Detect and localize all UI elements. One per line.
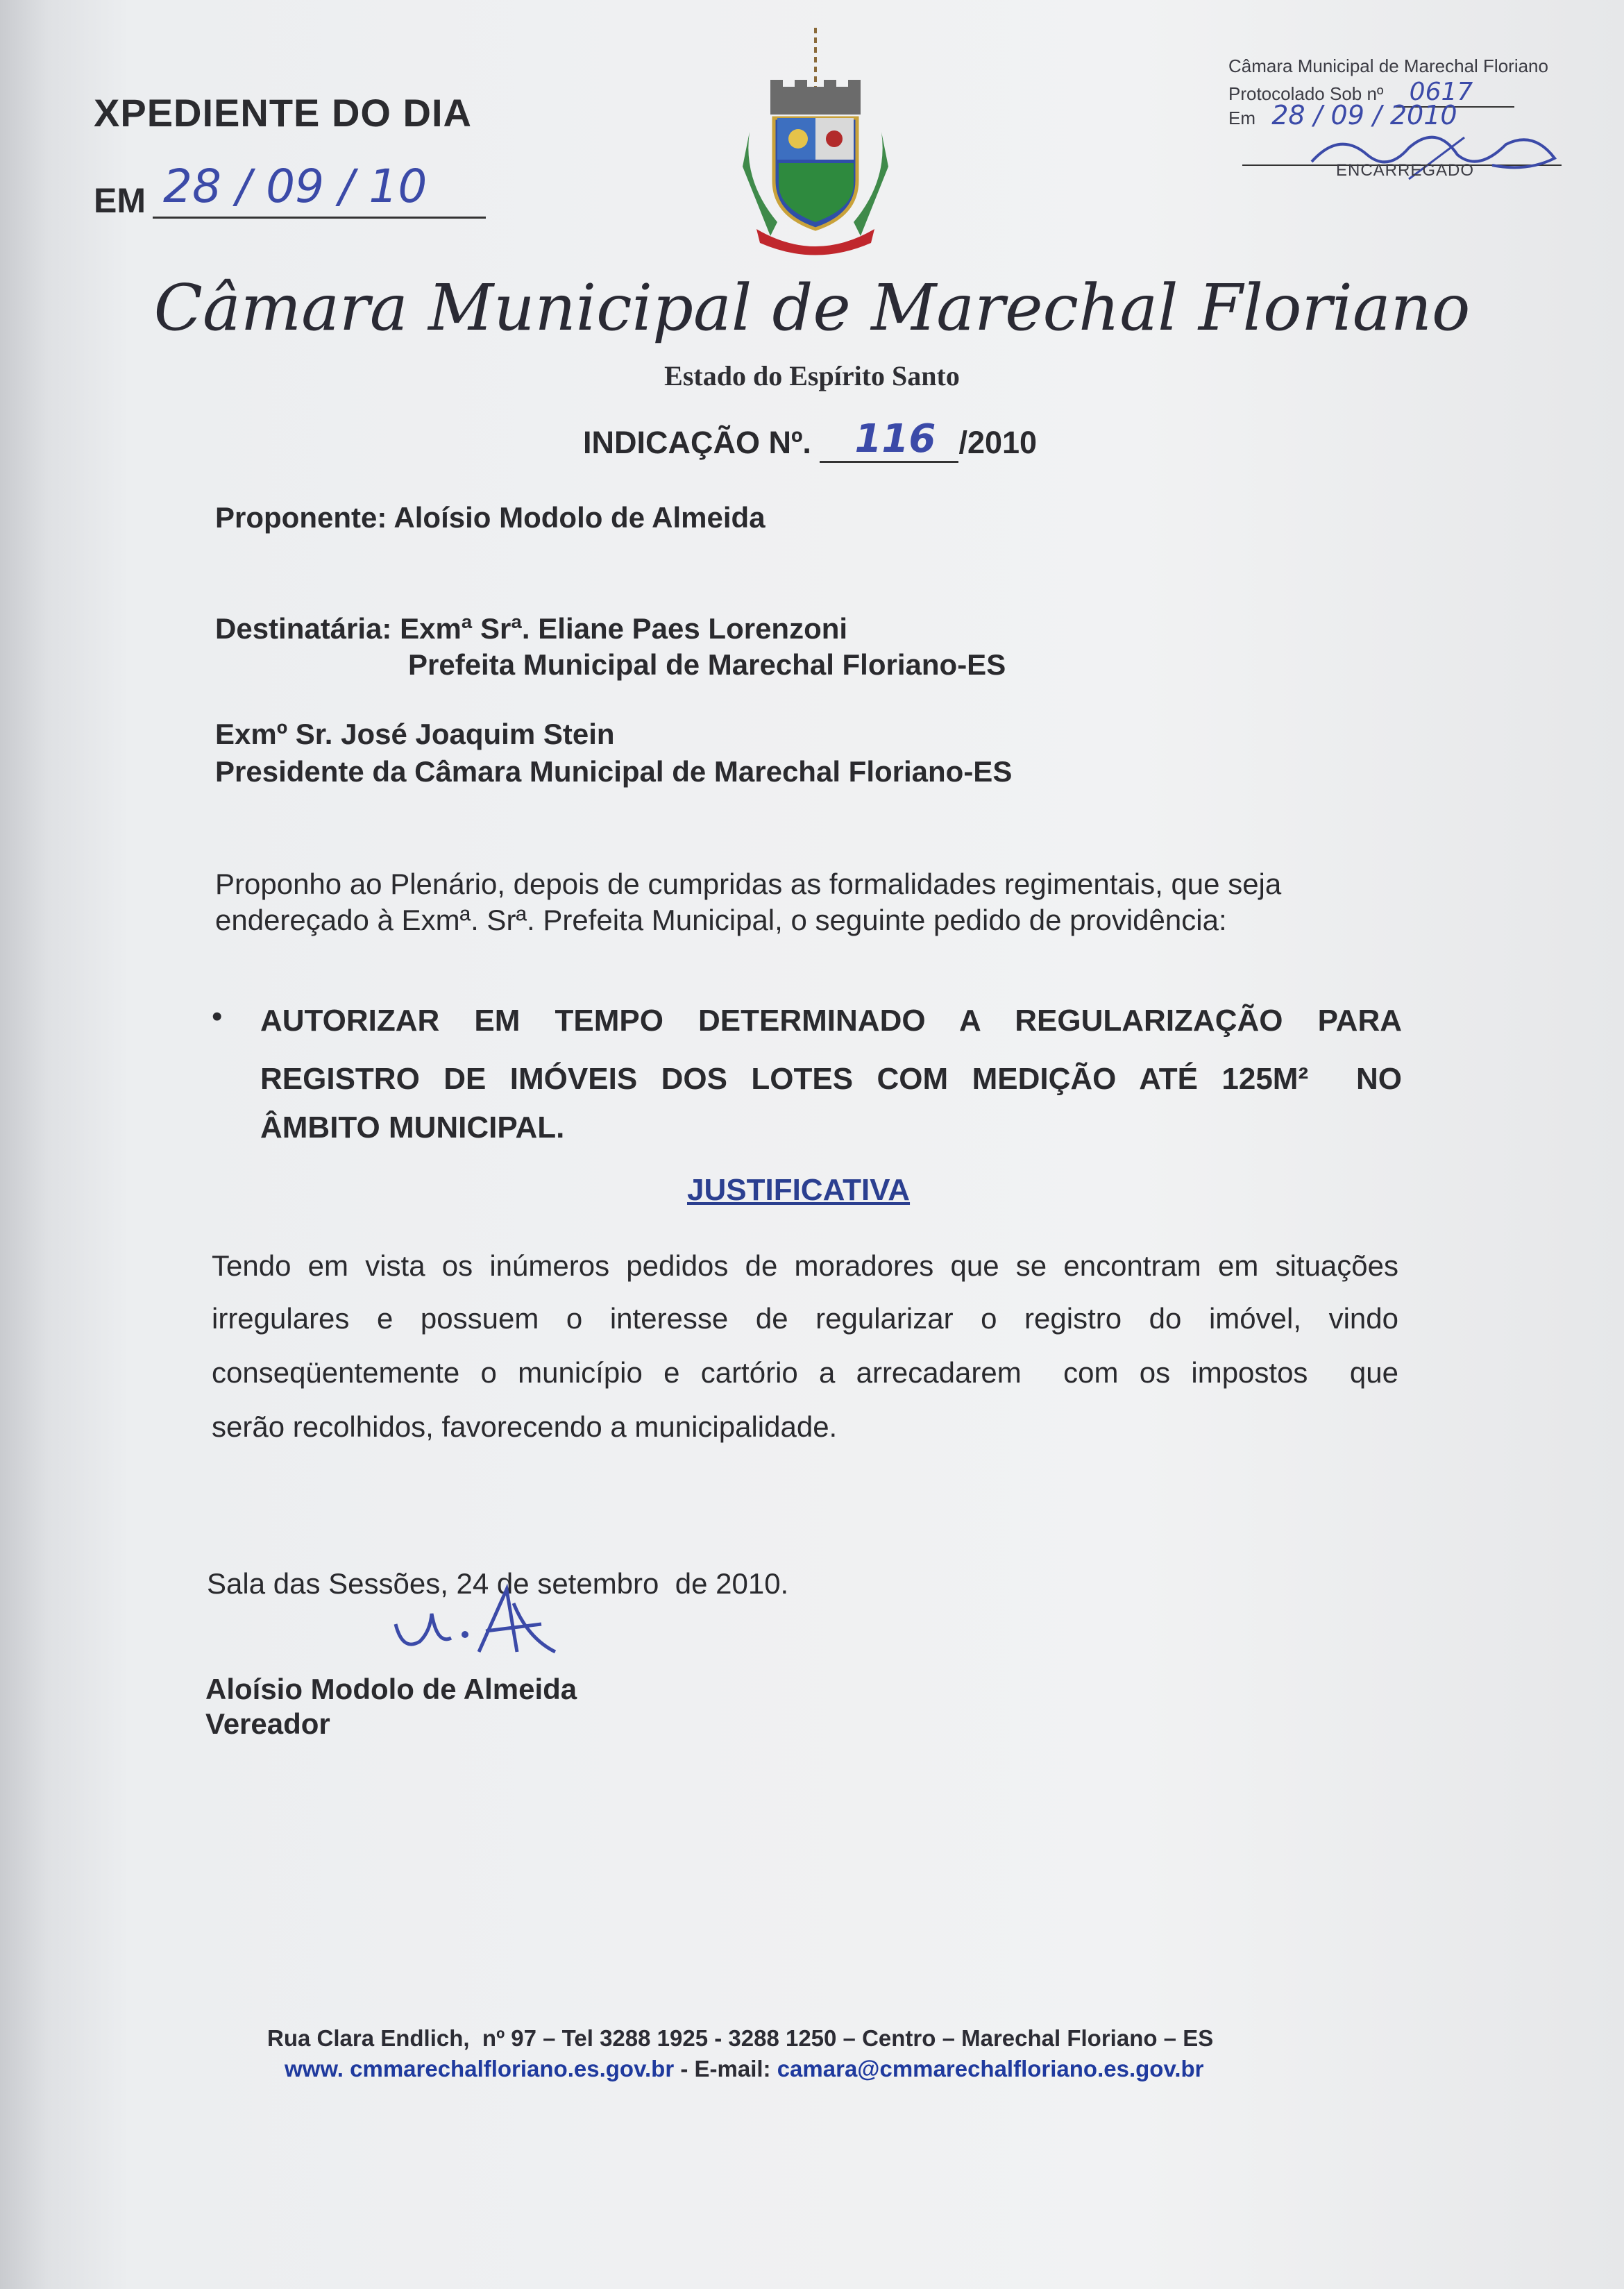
proponente: Proponente: Aloísio Modolo de Almeida	[215, 501, 766, 534]
protocol-signature-block	[1228, 130, 1589, 179]
protocol-em-label: Em	[1228, 108, 1255, 128]
footer-email-link[interactable]: camara@cmmarechalfloriano.es.gov.br	[777, 2056, 1204, 2081]
indicacao-blank	[820, 416, 958, 463]
coat-of-arms-logo	[729, 28, 902, 264]
footer-address: Rua Clara Endlich, nº 97 – Tel 3288 1925 - 3288 1250 – Centro – Marechal Floriano – ES	[267, 2025, 1214, 2051]
destinataria-line2: Prefeita Municipal de Marechal Floriano-ES	[408, 648, 1006, 681]
indicacao-label: INDICAÇÃO Nº.	[583, 425, 811, 460]
indicacao-number-line	[583, 416, 1038, 463]
request-line1: AUTORIZAR EM TEMPO DETERMINADO A REGULARIZAÇÃO PARA	[260, 1004, 1402, 1038]
request-line3: ÂMBITO MUNICIPAL.	[260, 1110, 565, 1144]
signer-role: Vereador	[205, 1707, 330, 1740]
signer-name: Aloísio Modolo de Almeida	[205, 1673, 577, 1705]
presidente-line2: Presidente da Câmara Municipal de Marechal Floriano-ES	[215, 755, 1013, 788]
protocol-date: 28 / 09 / 2010	[1271, 100, 1457, 130]
expediente-stamp	[94, 90, 472, 220]
presidente-line1: Exmº Sr. José Joaquim Stein	[215, 718, 615, 750]
protocol-stamp-line2	[1228, 78, 1589, 106]
footer-contacts	[285, 2056, 1204, 2082]
indicacao-number: 116	[854, 416, 936, 462]
expediente-title: XPEDIENTE DO DIA	[94, 91, 472, 135]
request-bullet-icon: •	[212, 999, 223, 1033]
indicacao-year: /2010	[958, 425, 1038, 460]
footer-website-link[interactable]: www. cmmarechalfloriano.es.gov.br	[285, 2056, 675, 2081]
institution-title: Câmara Municipal de Marechal Floriano	[153, 271, 1471, 345]
expediente-date-line	[153, 217, 486, 219]
footer-email-label: - E-mail:	[674, 2056, 777, 2081]
protocol-number: 0617	[1396, 78, 1515, 108]
protocol-stamp	[1228, 56, 1589, 179]
justificativa-line4: serão recolhidos, favorecendo a municipalidade.	[212, 1410, 838, 1443]
author-signature	[389, 1576, 569, 1676]
justificativa-line1: Tendo em vista os inúmeros pedidos de moradores que se encontram em situações	[212, 1249, 1398, 1282]
place-date: Sala das Sessões, 24 de setembro de 2010.	[207, 1567, 789, 1600]
protocol-role: ENCARREGADO	[1336, 161, 1475, 180]
destinataria-line1: Destinatária: Exmª Srª. Eliane Paes Lorenzoni	[215, 612, 848, 645]
justificativa-title: JUSTIFICATIVA	[687, 1173, 911, 1207]
request-line2: REGISTRO DE IMÓVEIS DOS LOTES COM MEDIÇÃO ATÉ 125M² NO	[260, 1062, 1402, 1096]
protocol-label: Protocolado Sob nº	[1228, 83, 1384, 104]
justificativa-line3: conseqüentemente o município e cartório a arrecadarem com os impostos que	[212, 1356, 1398, 1389]
expediente-em-label: EM	[94, 181, 146, 220]
protocol-stamp-line1: Câmara Municipal de Marechal Floriano	[1228, 56, 1548, 76]
intro-line1: Proponho ao Plenário, depois de cumpridas as formalidades regimentais, que seja	[215, 868, 1282, 900]
state-subtitle: Estado do Espírito Santo	[664, 360, 960, 391]
justificativa-line2: irregulares e possuem o interesse de regularizar o registro do imóvel, vindo	[212, 1302, 1398, 1335]
intro-line2: endereçado à Exmª. Srª. Prefeita Municipal, o seguinte pedido de providência:	[215, 904, 1227, 936]
expediente-date: 28 / 09 / 10	[163, 160, 428, 213]
